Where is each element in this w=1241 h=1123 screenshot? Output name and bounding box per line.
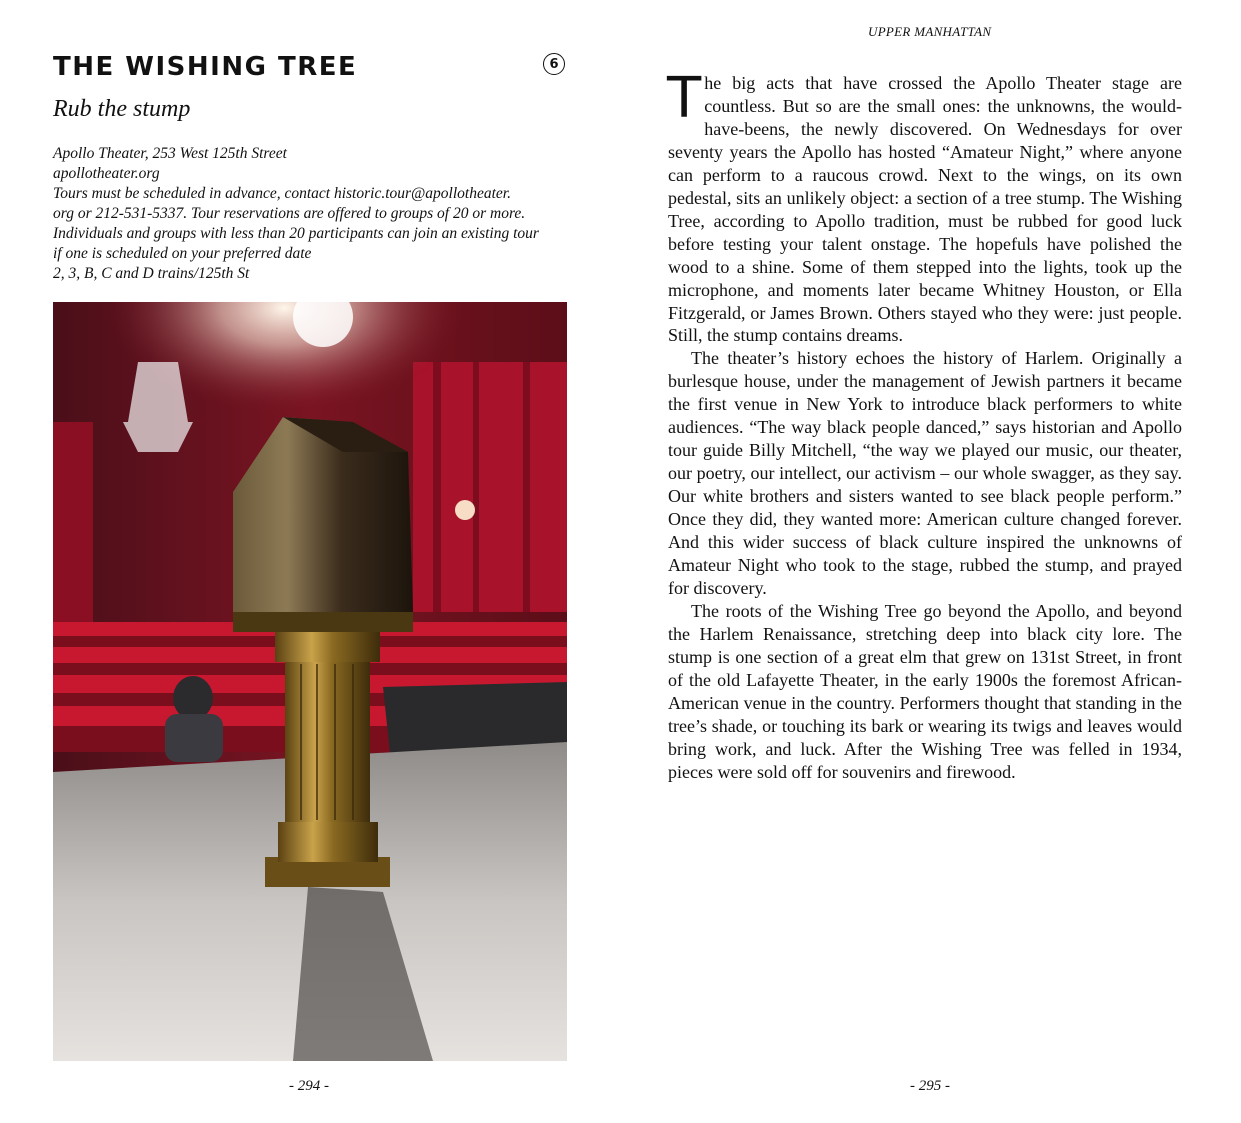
site-number-badge: 6 bbox=[543, 53, 565, 75]
page-number-right: - 295 - bbox=[910, 1078, 950, 1094]
page-number-left: - 294 - bbox=[289, 1078, 329, 1094]
info-website: apollotheater.org bbox=[53, 165, 160, 182]
page-title: THE WISHING TREE bbox=[53, 52, 358, 82]
paragraph-2: The theater’s history echoes the history of Harlem. Originally a burlesque house, under the management of Jewish partners it became the first venue in New York to introduce black performers to white audiences. “The way black people danced,” says historian and Apollo tour guide Billy Mitchell, “the way we played our music, our theater, our poetry, our intellect, our activism – our whole swagger, as they say. Our white brothers and sisters wanted to see black people perform.” Once they did, they wanted more: American culture changed forever. And this wider success of black culture inspired the unknowns of Amateur Night who took to the stage, rubbed the stump, and prayed for discovery. bbox=[668, 348, 1182, 598]
photo-wishing-tree-stump bbox=[53, 302, 567, 1061]
drop-cap: T bbox=[667, 66, 702, 131]
left-page bbox=[0, 0, 620, 1123]
info-tours-line-2: org or 212-531-5337. Tour reservations are offered to groups of 20 or more. bbox=[53, 205, 526, 222]
info-transit: 2, 3, B, C and D trains/125th St bbox=[53, 265, 250, 282]
running-head: UPPER MANHATTAN bbox=[868, 24, 992, 39]
paragraph-1-text: he big acts that have crossed the Apollo Theater stage are countless. But so are the small ones: the unknowns, the would-have-beens, the newly discovered. On Wednesdays for over seventy years the Apollo has hosted “Amateur Night,” where anyone can perform to a raucous crowd. Next to the wings, on its own pedestal, sits an unlikely object: a section of a tree stump. The Wishing Tree, according to Apollo tradition, must be rubbed for good luck before testing your talent onstage. The hopefuls have polished the wood to a shine. Some of them stepped into the lights, took up the microphone, and moments later became Whitney Houston, or Ella Fitzgerald, or James Brown. Others stayed who they were: just people. Still, the stump contains dreams. bbox=[668, 73, 1182, 346]
article-body bbox=[667, 66, 1182, 784]
right-page bbox=[620, 0, 1241, 1123]
paragraph-1 bbox=[667, 66, 1182, 347]
info-tours-line-1: Tours must be scheduled in advance, contact historic.tour@apollotheater. bbox=[53, 185, 511, 202]
visitor-info-block bbox=[53, 144, 568, 284]
page-subtitle: Rub the stump bbox=[53, 96, 191, 122]
paragraph-3: The roots of the Wishing Tree go beyond the Apollo, and beyond the Harlem Renaissance, stretching deep into black city lore. The stump is one section of a great elm that grew on 131st Street, in front of the old Lafayette Theater, in the early 1900s the foremost African-American venue in the country. Performers thought that standing in the tree’s shade, or touching its bark or wearing its twigs and leaves would bring work, and luck. After the Wishing Tree was felled in 1934, pieces were sold off for souvenirs and firewood. bbox=[668, 600, 1182, 782]
info-address: Apollo Theater, 253 West 125th Street bbox=[53, 145, 287, 162]
info-tours-line-3: Individuals and groups with less than 20 participants can join an existing tour bbox=[53, 225, 539, 242]
info-tours-line-4: if one is scheduled on your preferred date bbox=[53, 245, 312, 262]
